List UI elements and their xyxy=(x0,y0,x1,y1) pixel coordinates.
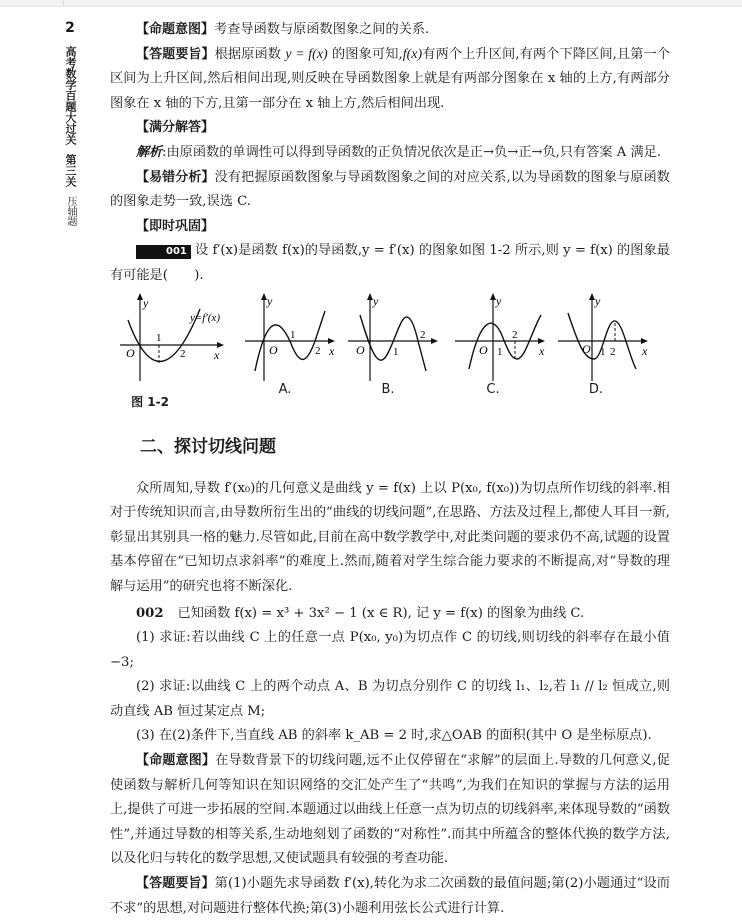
key-tag: 【答题要旨】 xyxy=(136,46,215,62)
option-d-graph[interactable] xyxy=(558,293,658,397)
question-text: 设 f′(x)是函数 f(x)的导函数,y = f′(x) 的图象如图 1-2 所示,则 y = f(x) 的图象最有可能是( ). xyxy=(110,243,670,283)
book-title: 高考数学百题大过关 xyxy=(64,46,77,145)
svg-text:y: y xyxy=(595,293,601,308)
svg-text:1: 1 xyxy=(600,345,606,358)
svg-text:x: x xyxy=(329,343,335,358)
practice-tag: 【即时巩固】 xyxy=(136,218,215,234)
chapter-label: 第三关 xyxy=(64,154,77,187)
math-expression: f(x) xyxy=(402,46,423,62)
analysis-tag: 解析 xyxy=(136,144,163,160)
question-001 xyxy=(110,239,670,288)
question-stem: 已知函数 f(x) = x³ + 3x² − 1 (x ∈ R), 记 y = f(x) 的图象为曲线 C. xyxy=(177,605,585,621)
q002-key-paragraph xyxy=(110,872,670,921)
svg-text:y: y xyxy=(267,293,273,308)
intent-text: 考查导函数与原函数图象之间的关系. xyxy=(214,22,430,37)
svg-text:2: 2 xyxy=(180,347,186,360)
viewer-top-bar xyxy=(0,0,742,7)
full-answer-tag: 【满分解答】 xyxy=(136,120,215,136)
svg-text:2: 2 xyxy=(420,328,426,341)
svg-text:x: x xyxy=(214,347,220,362)
figure-row xyxy=(110,293,670,411)
section-title: 二、探讨切线问题 xyxy=(140,436,276,457)
practice-heading xyxy=(110,215,670,240)
error-tag: 【易错分析】 xyxy=(136,169,215,185)
question-002-part3: (3) 在(2)条件下,当直线 AB 的斜率 k_AB = 2 时,求△OAB 的面积(其中 O 是坐标原点). xyxy=(136,728,652,744)
section-label: 压轴题 xyxy=(65,196,76,226)
option-d-label: D. xyxy=(588,381,604,397)
svg-text:O: O xyxy=(479,342,488,357)
svg-text:2: 2 xyxy=(315,344,321,357)
question-number: 002 xyxy=(136,605,164,621)
intent-paragraph xyxy=(110,18,670,43)
svg-text:O: O xyxy=(269,342,278,357)
error-paragraph xyxy=(110,166,670,215)
analysis-paragraph xyxy=(110,141,670,166)
error-text: 没有把握原函数图象与导函数图象之间的对应关系,以为导函数的图象与原函数的图象走势一致,误选 C. xyxy=(110,169,670,210)
question-002-part2: (2) 求证:以曲线 C 上的两个动点 A、B 为切点分别作 C 的切线 l₁、l₂,若 l₁ // l₂ 恒成立,则动直线 AB 恒过某定点 M; xyxy=(110,679,670,719)
svg-text:1: 1 xyxy=(156,331,162,344)
key-tag: 【答题要旨】 xyxy=(136,876,215,892)
svg-text:y: y xyxy=(496,293,502,308)
option-a-graph[interactable] xyxy=(245,293,345,397)
intent-tag: 【命题意图】 xyxy=(136,22,215,37)
svg-text:O: O xyxy=(582,341,591,356)
svg-text:y=f′(x): y=f′(x) xyxy=(190,311,220,324)
svg-text:y: y xyxy=(143,295,149,310)
figure-1-2 xyxy=(120,293,240,409)
page-margin-header xyxy=(60,20,80,226)
svg-text:1: 1 xyxy=(393,345,399,358)
key-text: 的图象可知, xyxy=(327,46,403,62)
q002-intent-paragraph xyxy=(110,749,670,872)
page-content xyxy=(110,18,670,921)
key-text: 有两个上升区间,有两个下降区间,且第一个区间为上升区间,然后相间出现,则反映在导函数图象上就是有两部分图象在 x 轴的上方,有两部分图象在 x 轴的下方,且第一部分在 x 轴上方,然后相间出现. xyxy=(110,46,670,111)
svg-text:O: O xyxy=(126,345,135,360)
svg-text:1: 1 xyxy=(497,345,503,358)
svg-text:2: 2 xyxy=(610,345,616,358)
analysis-text: :由原函数的单调性可以得到导函数的正负情况依次是正→负→正→负,只有答案 A 满足. xyxy=(162,144,662,160)
key-paragraph xyxy=(110,43,670,117)
derivative-graph xyxy=(120,293,240,383)
option-c-label: C. xyxy=(486,381,500,397)
question-002-part1: (1) 求证:若以曲线 C 上的任意一点 P(x₀, y₀)为切点作 C 的切线,则切线的斜率存在最小值−3; xyxy=(110,630,670,670)
svg-text:O: O xyxy=(356,342,365,357)
option-b-label: B. xyxy=(381,381,395,397)
intent-tag: 【命题意图】 xyxy=(136,753,216,769)
question-number-badge: 001 xyxy=(136,245,191,259)
toolbar-divider xyxy=(63,0,64,6)
section-intro: 众所周知,导数 f′(x₀)的几何意义是曲线 y = f(x) 上以 P(x₀, f(x₀))为切点所作切线的斜率.相对于传统知识而言,由导数所衍生出的“曲线的切线问题”,在思路、方法及过程上,都使人耳目一新,彰显出其别具一格的魅力.尽管如此,目前在高中数学教学中,对此类问题的要求仍不高,试题的设置基本停留在“已知切点求斜率”的难度上.然而,随着对学生综合能力要求的不断提高,对“导数的理解与运用”的研究也将不断深化. xyxy=(110,480,670,594)
question-002-stem xyxy=(110,602,670,627)
math-expression: y = f(x) xyxy=(285,46,328,62)
svg-text:y: y xyxy=(373,293,379,308)
svg-text:2: 2 xyxy=(512,328,518,341)
figure-caption: 图 1-2 xyxy=(131,394,169,409)
option-a-label: A. xyxy=(278,381,292,397)
svg-text:x: x xyxy=(642,343,648,358)
page-number: 2 xyxy=(65,20,75,36)
full-answer-heading xyxy=(110,116,670,141)
svg-text:x: x xyxy=(539,343,545,358)
option-b-graph[interactable] xyxy=(348,293,448,397)
key-text: 第(1)小题先求导函数 f′(x),转化为求二次函数的最值问题;第(2)小题通过“设而不求”的思想,对问题进行整体代换;第(3)小题利用弦长公式进行计算. xyxy=(110,876,670,916)
option-c-graph[interactable] xyxy=(455,293,555,397)
key-text: 根据原函数 xyxy=(214,46,286,62)
intent-text: 在导数背景下的切线问题,远不止仅停留在“求解”的层面上.导数的几何意义,促使函数与解析几何等知识在知识网络的交汇处产生了“共鸣”,为我们在知识的掌握与方法的运用上,提供了可进一步拓展的空间.本题通过以曲线上任意一点为切点的切线斜率,来体现导数的“函数性”,并通过导数的相等关系,生动地刻划了函数的“对称性”.而其中所蕴含的整体代换的数学方法,以及化归与转化的数学思想,又使试题具有较强的考查功能. xyxy=(110,753,671,867)
svg-text:1: 1 xyxy=(290,328,296,341)
